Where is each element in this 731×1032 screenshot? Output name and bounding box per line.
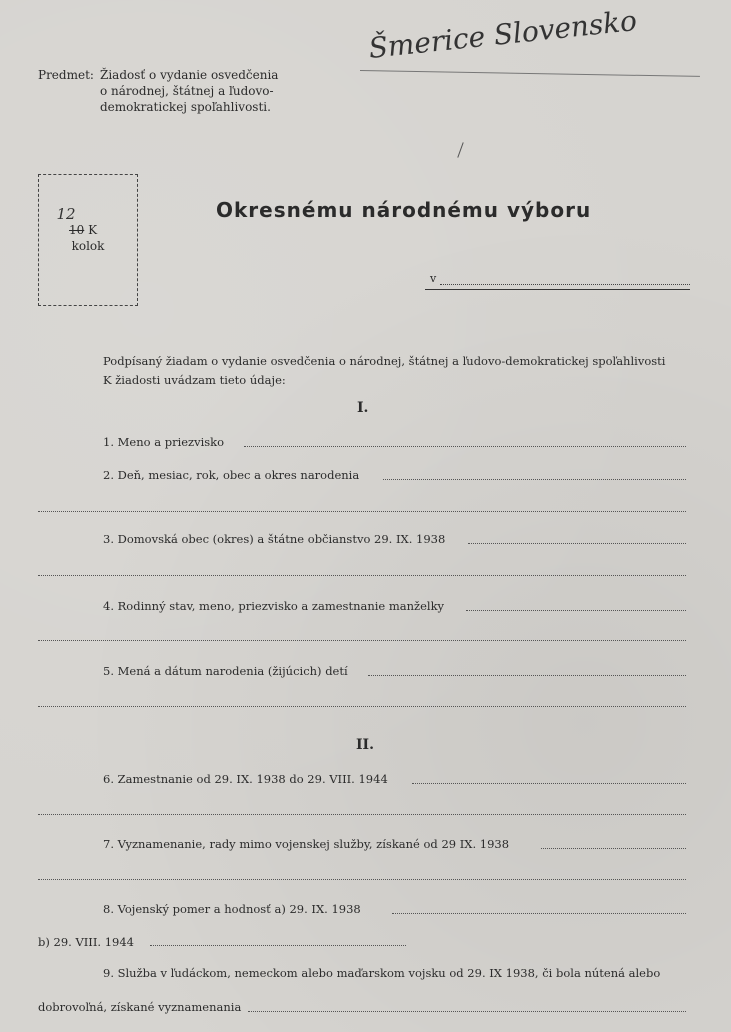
stamp-currency: K	[88, 223, 98, 237]
stamp-handwritten-amount: 12	[56, 205, 76, 223]
item-7-label: 7. Vyznamenanie, rady mimo vojenskej služby, získané od 29 IX. 1938	[103, 837, 510, 851]
subject-line-1: Žiadosť o vydanie osvedčenia	[100, 68, 279, 82]
stamp-struck-amount: 10	[69, 223, 85, 237]
section-two-heading: II.	[356, 737, 374, 753]
addressee-title: Okresnému národnému výboru	[216, 198, 592, 222]
item-6-label: 6. Zamestnanie od 29. IX. 1938 do 29. VIII. 1944	[103, 772, 388, 786]
stamp-label: kolok	[71, 239, 105, 253]
place-field-line[interactable]	[440, 284, 690, 285]
stamp-amount	[69, 223, 97, 237]
item-1-label: 1. Meno a priezvisko	[103, 435, 225, 449]
item-3-field[interactable]	[468, 543, 686, 544]
item-8b-field[interactable]	[150, 945, 406, 946]
item-9-label: 9. Služba v ľudáckom, nemeckom alebo maďarskom vojsku od 29. IX 1938, či bola nútená alebo	[103, 966, 661, 980]
pencil-mark	[457, 142, 463, 157]
place-prefix: v	[430, 272, 437, 285]
item-9-field[interactable]	[248, 1011, 686, 1012]
item-3-label: 3. Domovská obec (okres) a štátne občianstvo 29. IX. 1938	[103, 532, 446, 546]
section-one-heading: I.	[357, 400, 369, 416]
item-5-field-continued[interactable]	[38, 706, 686, 707]
item-6-field-continued[interactable]	[38, 814, 686, 815]
item-4-field-continued[interactable]	[38, 640, 686, 641]
place-underline	[425, 289, 690, 290]
item-8-label: 8. Vojenský pomer a hodnosť a) 29. IX. 1938	[103, 902, 361, 916]
subject-line-2: o národnej, štátnej a ľudovo-	[100, 84, 274, 98]
item-1-field[interactable]	[244, 446, 686, 447]
item-5-label: 5. Mená a dátum narodenia (žijúcich) detí	[103, 664, 348, 678]
subject-label: Predmet:	[38, 68, 94, 82]
item-3-field-continued[interactable]	[38, 575, 686, 576]
item-6-field[interactable]	[412, 783, 686, 784]
header-rule	[360, 70, 700, 77]
item-7-field[interactable]	[541, 848, 686, 849]
item-9-label-continued: dobrovoľná, získané vyznamenania	[38, 1000, 242, 1014]
item-4-label: 4. Rodinný stav, meno, priezvisko a zamestnanie manželky	[103, 599, 445, 613]
item-7-field-continued[interactable]	[38, 879, 686, 880]
item-2-label: 2. Deň, mesiac, rok, obec a okres narodenia	[103, 468, 360, 482]
item-2-field[interactable]	[383, 479, 686, 480]
item-8b-label: b) 29. VIII. 1944	[38, 935, 134, 949]
item-2-field-continued[interactable]	[38, 511, 686, 512]
handwritten-place: Šmerice Slovensko	[367, 4, 639, 65]
intro-line-1: Podpísaný žiadam o vydanie osvedčenia o národnej, štátnej a ľudovo-demokratickej spoľahlivosti	[103, 354, 666, 368]
item-8a-field[interactable]	[392, 913, 686, 914]
intro-line-2: K žiadosti uvádzam tieto údaje:	[103, 373, 286, 387]
item-4-field[interactable]	[466, 610, 686, 611]
subject-line-3: demokratickej spoľahlivosti.	[100, 100, 271, 114]
stamp-box	[38, 174, 138, 306]
item-5-field[interactable]	[368, 675, 686, 676]
